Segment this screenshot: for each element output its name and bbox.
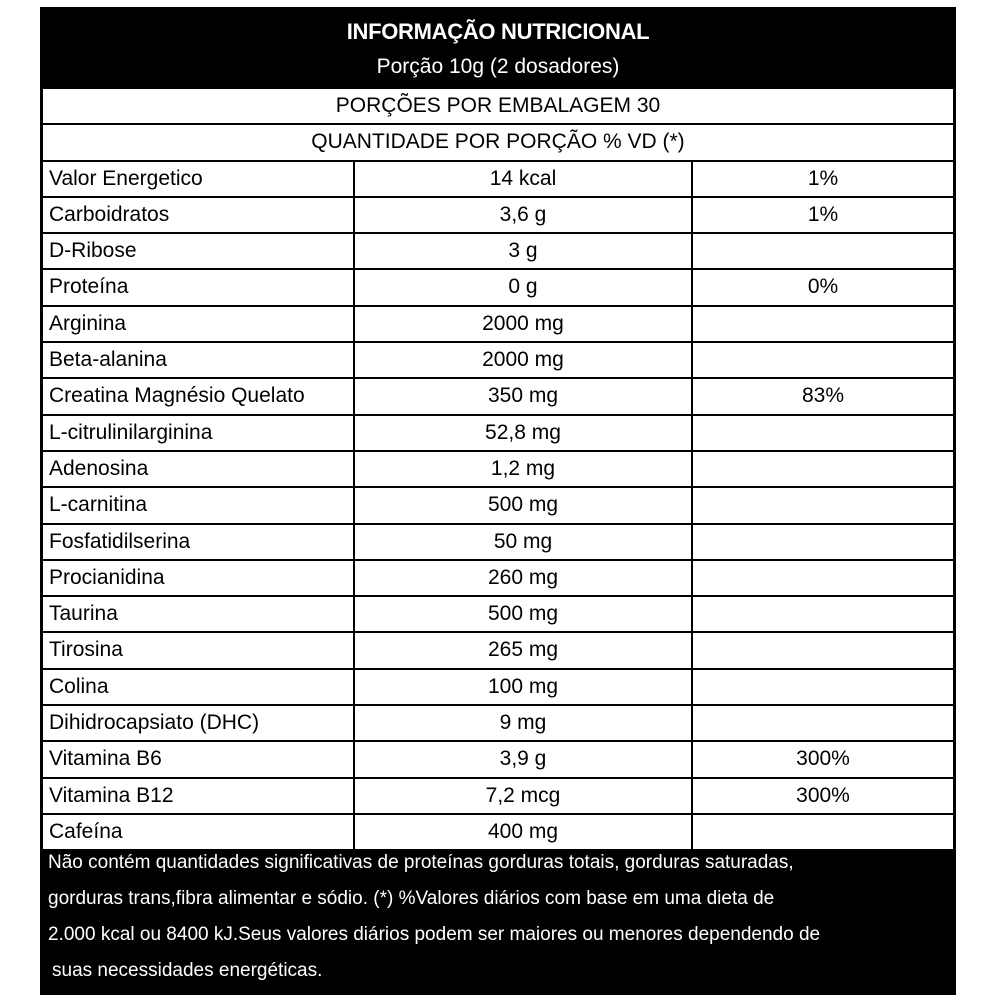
nutrient-vd [693,597,953,631]
quantity-per-serving-row [43,125,953,159]
nutrient-amount: 3,6 g [355,198,691,232]
nutrient-name: Tirosina [43,633,353,667]
nutrient-row [43,633,953,667]
nutrient-vd [693,307,953,341]
nutrient-name: Taurina [43,597,353,631]
nutrient-vd [693,416,953,450]
nutrient-vd [693,561,953,595]
nutrient-row [43,525,953,559]
footnote-line: Não contém quantidades significativas de proteínas gorduras totais, gorduras saturadas, [48,852,794,873]
nutrient-vd [693,488,953,522]
nutrient-name: Valor Energetico [43,162,353,196]
nutrient-amount: 0 g [355,270,691,304]
nutrient-row [43,742,953,776]
nutrient-vd [693,706,953,740]
quantity-per-serving-header: QUANTIDADE POR PORÇÃO % VD (*) [43,125,953,159]
nutrient-amount: 3 g [355,234,691,268]
nutrient-amount: 260 mg [355,561,691,595]
nutrient-row [43,270,953,304]
nutrient-vd [693,525,953,559]
nutrient-amount: 500 mg [355,488,691,522]
nutrient-amount: 14 kcal [355,162,691,196]
nutrient-vd: 1% [693,162,953,196]
nutrient-row [43,416,953,450]
nutrient-name: Fosfatidilserina [43,525,353,559]
nutrient-amount: 1,2 mg [355,452,691,486]
nutrient-amount: 2000 mg [355,343,691,377]
nutrient-row [43,343,953,377]
nutrient-vd: 1% [693,198,953,232]
nutrient-row [43,379,953,413]
nutrition-facts-panel [40,7,956,995]
nutrient-name: Dihidrocapsiato (DHC) [43,706,353,740]
nutrient-amount: 265 mg [355,633,691,667]
nutrient-row [43,234,953,268]
nutrient-row [43,670,953,704]
servings-per-package: PORÇÕES POR EMBALAGEM 30 [43,89,953,123]
nutrient-amount: 50 mg [355,525,691,559]
footnote-line: gorduras trans,fibra alimentar e sódio. (*) %Valores diários com base em uma dieta de [48,888,775,909]
footnote-line: 2.000 kcal ou 8400 kJ.Seus valores diários podem ser maiores ou menores dependendo de [48,924,821,945]
nutrient-name: Creatina Magnésio Quelato [43,379,353,413]
nutrient-row [43,706,953,740]
nutrient-name: Arginina [43,307,353,341]
nutrient-name: Cafeína [43,815,353,849]
nutrient-vd [693,452,953,486]
nutrient-row [43,452,953,486]
nutrient-vd: 300% [693,742,953,776]
footnote-line: suas necessidades energéticas. [52,960,323,981]
nutrient-amount: 500 mg [355,597,691,631]
nutrient-amount: 52,8 mg [355,416,691,450]
nutrient-name: Adenosina [43,452,353,486]
nutrient-row [43,307,953,341]
nutrient-vd: 300% [693,779,953,813]
nutrient-name: Vitamina B6 [43,742,353,776]
nutrient-name: D-Ribose [43,234,353,268]
nutrient-row [43,162,953,196]
servings-per-package-row [43,89,953,123]
nutrient-name: Beta-alanina [43,343,353,377]
nutrient-name: Proteína [43,270,353,304]
nutrient-name: Procianidina [43,561,353,595]
table-header [40,7,956,87]
nutrient-name: L-citrulinilarginina [43,416,353,450]
nutrient-row [43,488,953,522]
nutrient-vd [693,343,953,377]
nutrient-name: Carboidratos [43,198,353,232]
nutrient-amount: 7,2 mcg [355,779,691,813]
nutrient-row [43,779,953,813]
nutrient-vd: 83% [693,379,953,413]
nutrient-vd [693,670,953,704]
nutrient-amount: 350 mg [355,379,691,413]
nutrient-vd: 0% [693,270,953,304]
nutrient-name: Colina [43,670,353,704]
nutrient-name: Vitamina B12 [43,779,353,813]
nutrient-row [43,198,953,232]
nutrient-amount: 100 mg [355,670,691,704]
table-title: INFORMAÇÃO NUTRICIONAL [346,19,650,44]
nutrition-table [43,89,953,851]
nutrient-vd [693,234,953,268]
footnote [48,845,948,989]
nutrient-row [43,561,953,595]
serving-size: Porção 10g (2 dosadores) [376,55,620,78]
nutrient-row [43,597,953,631]
nutrient-name: L-carnitina [43,488,353,522]
nutrient-amount: 2000 mg [355,307,691,341]
nutrient-amount: 9 mg [355,706,691,740]
nutrient-vd [693,633,953,667]
nutrient-amount: 3,9 g [355,742,691,776]
nutrient-amount: 400 mg [355,815,691,849]
